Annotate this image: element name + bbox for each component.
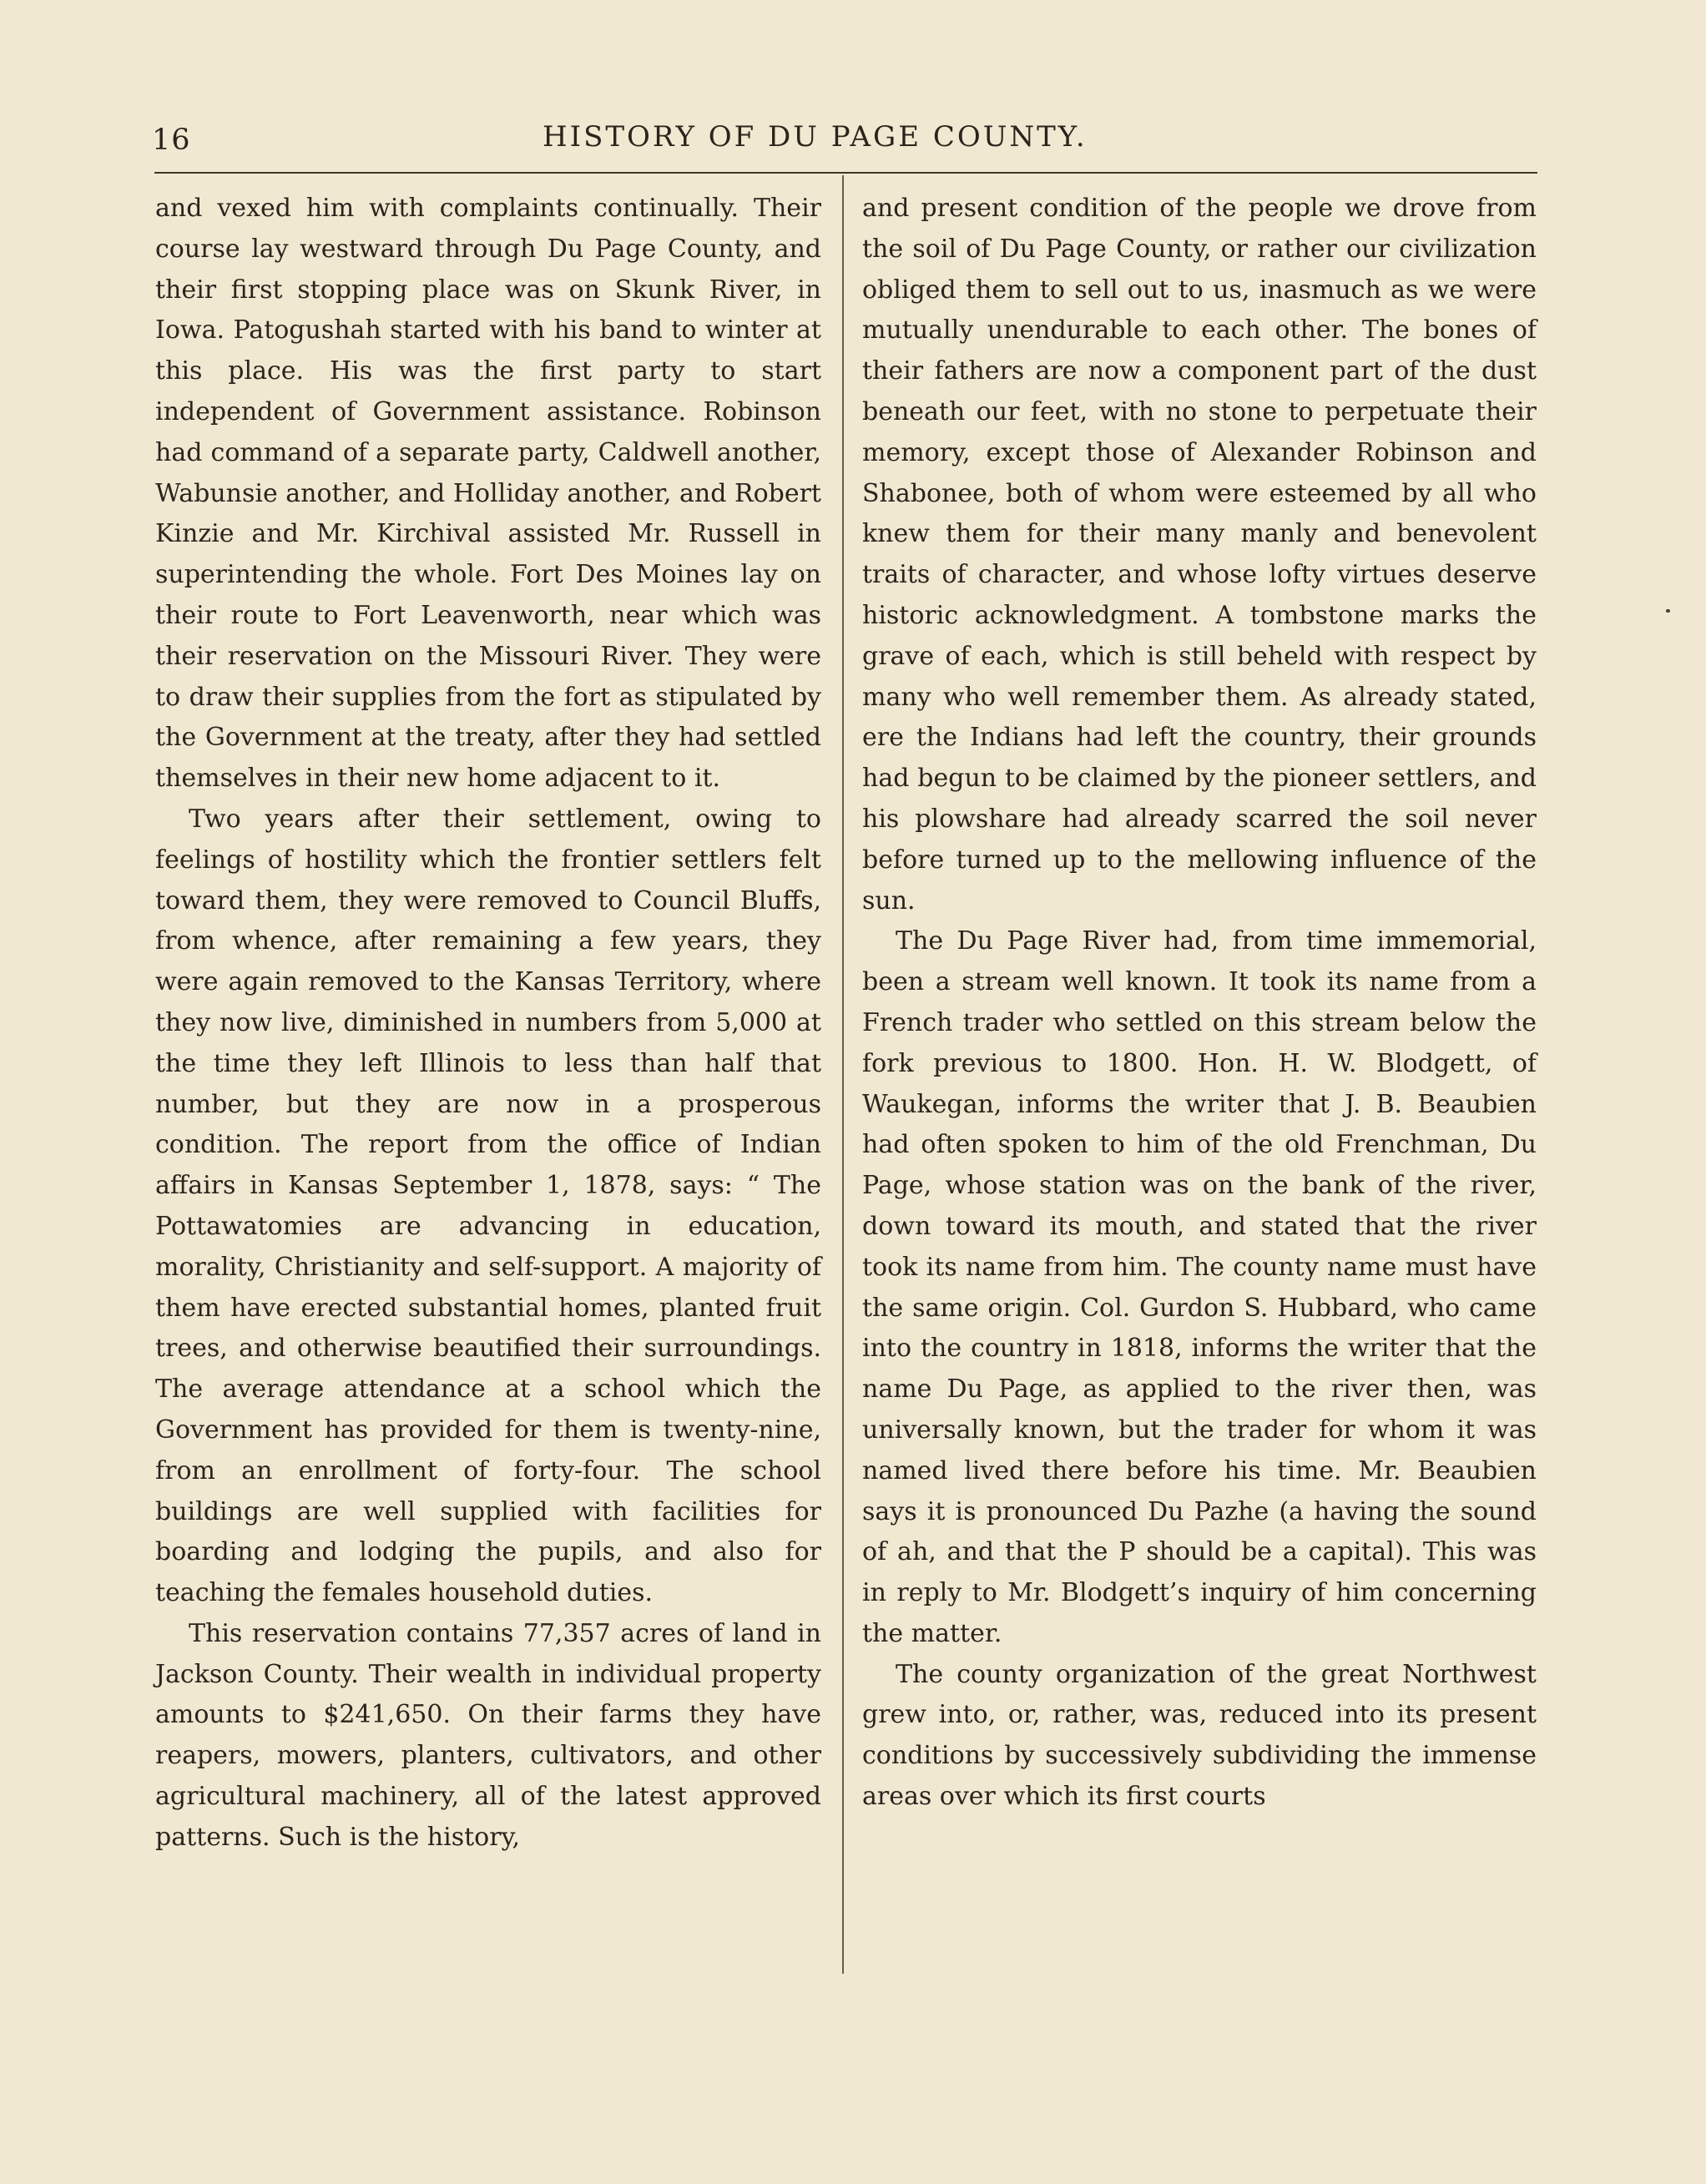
paragraph: This reservation contains 77,357 acres of land in Jackson County. Their wealth in individual property amounts to $241,650. On their farms they have reapers, mowers, planters, cultivators, and other agricultural machinery, all of the latest approved patterns. Such is the history, — [155, 1618, 821, 1852]
paragraph: and present condition of the people we drove from the soil of Du Page County, or rather our civilization obliged them to sell out to us, inasmuch as we were mutually unendurable to each other. The bones of their fathers are now a component part of the dust beneath our feet, with no stone to perpetuate their memory, except those of Alexander Robinson and Shabonee, both of whom were esteemed by all who knew them for their many manly and benevolent traits of character, and whose lofty virtues deserve historic acknowledgment. A tombstone marks the grave of each, which is still beheld with respect by many who well remember them. As already stated, ere the Indians had left the country, their grounds had begun to be claimed by the pioneer settlers, and his plowshare had already scarred the soil never before turned up to the mellowing influence of the sun. — [862, 194, 1537, 915]
right-column — [862, 189, 1537, 1818]
paragraph: The county organization of the great Northwest grew into, or, rather, was, reduced into its present conditions by successively subdividing the immense areas over which its first courts — [862, 1659, 1537, 1812]
running-head: HISTORY OF DU PAGE COUNTY. — [543, 120, 1088, 154]
column-divider — [842, 175, 844, 1974]
page-number: 16 — [152, 124, 191, 157]
paragraph: and vexed him with complaints continually. Their course lay westward through Du Page County, and their first stopping place was on Skunk River, in Iowa. Patogushah started with his band to winter at this place. His was the first party to start independent of Government assistance. Robinson had command of a separate party, Caldwell another, Wabunsie another, and Holliday another, and Robert Kinzie and Mr. Kirchival assisted Mr. Russell in superintending the whole. Fort Des Moines lay on their route to Fort Leavenworth, near which was their reservation on the Missouri River. They were to draw their supplies from the fort as stipulated by the Government at the treaty, after they had settled themselves in their new home adjacent to it. — [155, 194, 821, 794]
header-rule — [154, 172, 1537, 174]
paragraph: Two years after their settlement, owing to feelings of hostility which the frontier settlers felt toward them, they were removed to Council Bluffs, from whence, after remaining a few years, they were again removed to the Kansas Territory, where they now live, diminished in numbers from 5,000 at the time they left Illinois to less than half that number, but they are now in a prosperous condition. The report from the office of Indian affairs in Kansas September 1, 1878, says: “ The Pottawatomies are advancing in education, morality, Christianity and self-support. A majority of them have erected substantial homes, planted fruit trees, and otherwise beautified their surroundings. The average attendance at a school which the Government has provided for them is twenty-nine, from an enrollment of forty-four. The school buildings are well supplied with facilities for boarding and lodging the pupils, and also for teaching the females household duties. — [155, 804, 821, 1608]
left-column — [155, 189, 821, 1859]
ink-speck — [1666, 609, 1670, 613]
paragraph: The Du Page River had, from time immemorial, been a stream well known. It took its name from a French trader who settled on this stream below the fork previous to 1800. Hon. H. W. Blodgett, of Waukegan, informs the writer that J. B. Beaubien had often spoken to him of the old Frenchman, Du Page, whose station was on the bank of the river, down toward its mouth, and stated that the river took its name from him. The county name must have the same origin. Col. Gurdon S. Hubbard, who came into the country in 1818, informs the writer that the name Du Page, as applied to the river then, was universally known, but the trader for whom it was named lived there before his time. Mr. Beaubien says it is pronounced Du Pazhe (a having the sound of ah, and that the P should be a capital). This was in reply to Mr. Blodgett’s inquiry of him concerning the matter. — [862, 926, 1537, 1648]
